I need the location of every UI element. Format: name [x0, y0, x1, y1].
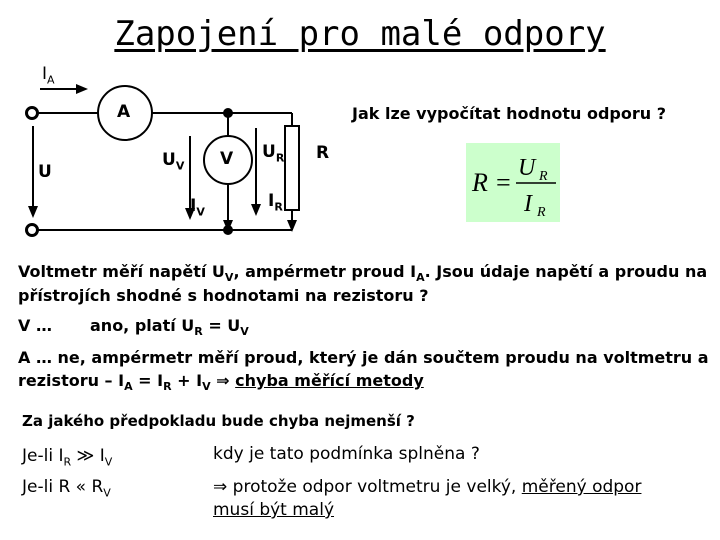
p1-line2: přístrojích shodné s hodnotami na rezistoru ?: [18, 286, 429, 305]
formula-box: [466, 143, 560, 222]
condition-answer-line2: musí být malý: [213, 500, 335, 520]
resistor-symbol: [285, 126, 299, 210]
formula-num-sub: R: [539, 169, 548, 184]
ammeter-label: A: [117, 102, 131, 122]
v-line-prefix: V …: [18, 316, 52, 335]
condition-2: Je-li R « $R_V$: [22, 477, 111, 500]
junction-bottom: [223, 225, 233, 235]
error-method-text: chyba měřící metody: [235, 371, 424, 390]
formula-den: I: [524, 191, 532, 217]
condition-answer-line1: ⇒ protože odpor voltmetru je velký, měřený odpor: [213, 477, 642, 497]
ir-label: $I_R$: [268, 191, 283, 214]
resistor-label: R: [316, 143, 330, 163]
formula-lhs: R =: [472, 168, 512, 197]
iv-label: $I_V$: [190, 196, 205, 219]
terminal-bottom: [27, 225, 38, 236]
junction-top: [223, 108, 233, 118]
condition-1: Je-li $I_R$ ≫ $I_V$: [22, 446, 113, 469]
voltmeter-label: V: [220, 149, 234, 169]
condition-when: kdy je tato podmínka splněna ?: [213, 444, 480, 464]
v-line-text: ano, platí $U_R = U_V$: [90, 316, 249, 339]
formula-den-sub: R: [537, 205, 546, 220]
ur-label: $U_R$: [262, 142, 285, 165]
u-label: U: [38, 162, 52, 182]
formula-num: U: [518, 155, 536, 181]
a-line2: rezistoru – $I_A = I_R + I_V$ ⇒ chyba měřící metody: [18, 371, 424, 394]
uv-label: $U_V$: [162, 150, 185, 173]
u-arrowhead: [28, 206, 38, 218]
p1-line1: Voltmetr měří napětí $U_V$, ampérmetr proud $I_A$. Jsou údaje napětí a proudu na: [18, 262, 708, 285]
page-title: Zapojení pro malé odpory: [114, 14, 606, 54]
formula-svg: [466, 143, 560, 222]
ia-label: $I_A$: [42, 64, 55, 87]
question-text: Jak lze vypočítat hodnotu odporu ?: [352, 104, 666, 123]
ia-arrowhead: [76, 84, 88, 94]
terminal-top: [27, 108, 38, 119]
circuit-diagram: [0, 60, 720, 250]
a-line1: A … ne, ampérmetr měří proud, který je dán součtem proudu na voltmetru a: [18, 348, 709, 367]
ur-arrowhead: [251, 204, 261, 216]
condition-question: Za jakého předpokladu bude chyba nejmenší ?: [22, 412, 415, 430]
